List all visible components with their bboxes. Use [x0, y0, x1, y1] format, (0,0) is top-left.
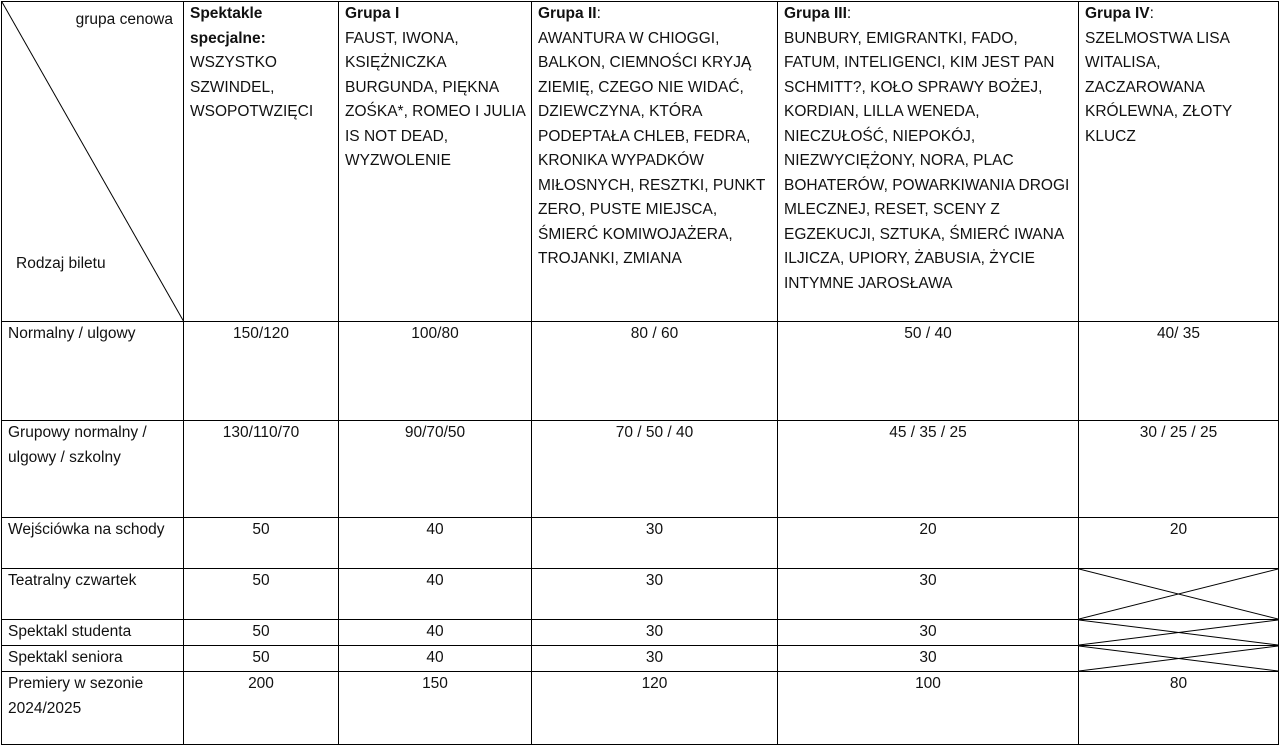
- price-cell: 30: [778, 620, 1079, 646]
- group-name: Grupa I: [345, 5, 400, 22]
- price-cell: 40/ 35: [1079, 322, 1279, 421]
- price-cell: 80 / 60: [532, 322, 778, 421]
- price-cell: 30: [532, 620, 778, 646]
- price-cell: 120: [532, 672, 778, 745]
- row-label: Grupowy normalny / ulgowy / szkolny: [2, 421, 184, 518]
- group-header-1: [339, 2, 532, 322]
- price-cell: 30 / 25 / 25: [1079, 421, 1279, 518]
- cross-out-icon: [1079, 569, 1278, 619]
- group-titles: BUNBURY, EMIGRANTKI, FADO, FATUM, INTELIGENCI, KIM JEST PAN SCHMITT?, KOŁO SPRAWY BOŻEJ, KORDIAN, LILLA WENEDA, NIECZUŁOŚĆ, NIEPOKÓJ, NIEZWYCIĘŻONY, NORA, PLAC BOHATERÓW, POWARKIWANIA DROGI MLECZNEJ, RESET, SCENY Z EGZEKUCJI, SZTUKA, ŚMIERĆ IWANA ILJICZA, UPIORY, ŻABUSIA, ŻYCIE INTYMNE JAROSŁAWA: [784, 29, 1070, 292]
- group-header-special: [184, 2, 339, 322]
- group-header-2: [532, 2, 778, 322]
- price-cell: 40: [339, 620, 532, 646]
- group-titles: FAUST, IWONA, KSIĘŻNICZKA BURGUNDA, PIĘKNA ZOŚKA*, ROMEO I JULIA IS NOT DEAD, WYZWOLENIE: [345, 29, 526, 169]
- header-row: [2, 2, 1279, 322]
- price-cell: 50: [184, 646, 339, 672]
- table-row: [2, 620, 1279, 646]
- table-row: [2, 518, 1279, 569]
- price-cell: 40: [339, 646, 532, 672]
- price-cell: 40: [339, 569, 532, 620]
- row-label: Spektakl seniora: [2, 646, 184, 672]
- price-cell: 70 / 50 / 40: [532, 421, 778, 518]
- price-cell: 40: [339, 518, 532, 569]
- row-label: Premiery w sezonie 2024/2025: [2, 672, 184, 745]
- price-cell: 50: [184, 518, 339, 569]
- table-row: [2, 322, 1279, 421]
- price-cell: 150: [339, 672, 532, 745]
- table-row: [2, 646, 1279, 672]
- price-table: [1, 1, 1279, 745]
- price-cell: 100/80: [339, 322, 532, 421]
- ticket-type-label: Rodzaj biletu: [16, 255, 106, 272]
- group-name: Grupa III: [784, 5, 847, 22]
- price-cell: 45 / 35 / 25: [778, 421, 1079, 518]
- group-header-4: [1079, 2, 1279, 322]
- group-header-3: [778, 2, 1079, 322]
- corner-cell: [2, 2, 184, 322]
- table-row: [2, 569, 1279, 620]
- group-name: Grupa II: [538, 5, 597, 22]
- price-cell: 80: [1079, 672, 1279, 745]
- group-name-suffix: :: [596, 5, 601, 22]
- price-cell: 200: [184, 672, 339, 745]
- row-label: Wejściówka na schody: [2, 518, 184, 569]
- cross-out-icon: [1079, 646, 1278, 671]
- not-available-cell: [1079, 646, 1279, 672]
- table-row: [2, 672, 1279, 745]
- group-titles: SZELMOSTWA LISA WITALISA, ZACZAROWANA KRÓLEWNA, ZŁOTY KLUCZ: [1085, 29, 1232, 145]
- not-available-cell: [1079, 620, 1279, 646]
- price-cell: 30: [778, 646, 1079, 672]
- price-group-label: grupa cenowa: [75, 11, 173, 28]
- price-cell: 30: [532, 646, 778, 672]
- group-name: Spektakle specjalne:: [190, 5, 266, 47]
- group-titles: WSZYSTKO SZWINDEL, WSOPOTWZIĘCI: [190, 54, 314, 120]
- cross-out-icon: [1079, 620, 1278, 645]
- group-name-suffix: :: [846, 5, 852, 22]
- table-row: [2, 421, 1279, 518]
- price-cell: 30: [532, 518, 778, 569]
- row-label: Spektakl studenta: [2, 620, 184, 646]
- price-cell: 30: [778, 569, 1079, 620]
- price-cell: 50: [184, 569, 339, 620]
- group-name-suffix: :: [1149, 5, 1154, 22]
- group-titles: AWANTURA W CHIOGGI, BALKON, CIEMNOŚCI KRYJĄ ZIEMIĘ, CZEGO NIE WIDAĆ, DZIEWCZYNA, KTÓRA PODEPTAŁA CHLEB, FEDRA, KRONIKA WYPADKÓW MIŁOSNYCH, RESZTKI, PUNKT ZERO, PUSTE MIEJSCA, ŚMIERĆ KOMIWOJAŻERA, TROJANKI, ZMIANA: [538, 29, 766, 267]
- price-cell: 20: [778, 518, 1079, 569]
- price-cell: 100: [778, 672, 1079, 745]
- price-cell: 130/110/70: [184, 421, 339, 518]
- price-cell: 20: [1079, 518, 1279, 569]
- group-name: Grupa IV: [1085, 5, 1150, 22]
- not-available-cell: [1079, 569, 1279, 620]
- row-label: Teatralny czwartek: [2, 569, 184, 620]
- price-cell: 90/70/50: [339, 421, 532, 518]
- price-cell: 50 / 40: [778, 322, 1079, 421]
- price-cell: 50: [184, 620, 339, 646]
- row-label: Normalny / ulgowy: [2, 322, 184, 421]
- price-cell: 150/120: [184, 322, 339, 421]
- price-cell: 30: [532, 569, 778, 620]
